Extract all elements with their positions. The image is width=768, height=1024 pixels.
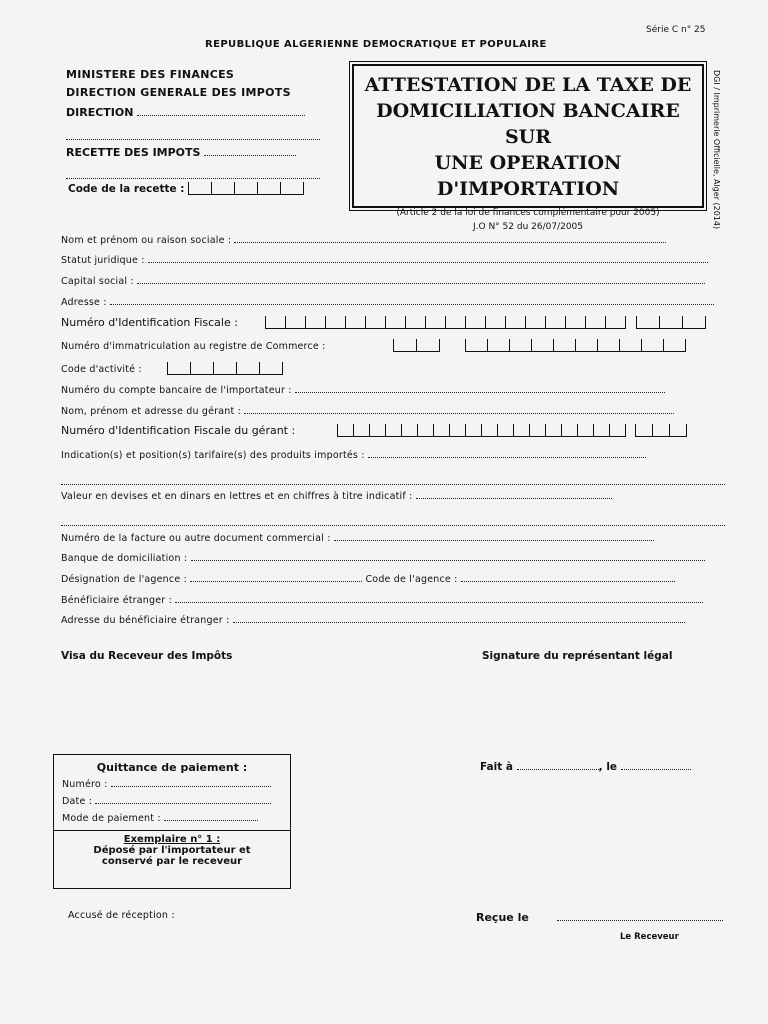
field-nif (61, 316, 706, 329)
title-line-2: DOMICILIATION BANCAIRE SUR (376, 100, 680, 148)
depose-line-1: Déposé par l'importateur et (93, 845, 251, 856)
quittance-title: Quittance de paiement : (96, 761, 248, 774)
quittance-numero-label: Numéro : (62, 779, 108, 790)
field-agence-label: Désignation de l'agence : (61, 574, 187, 585)
field-agence (61, 573, 675, 585)
recu-row (476, 911, 723, 924)
field-valeur (61, 490, 612, 502)
direction-field[interactable] (137, 107, 305, 116)
fait-input[interactable] (517, 761, 599, 770)
le-receveur: Le Receveur (620, 932, 679, 942)
rc-boxes[interactable] (465, 339, 686, 352)
title-box (352, 64, 704, 232)
field-code-agence-input[interactable] (461, 573, 675, 582)
field-valeur-label: Valeur en devises et en dinars en lettres et en chiffres à titre indicatif : (61, 491, 413, 502)
code-recette-label: Code de la recette : (68, 183, 185, 195)
side-imprint: DGI / Imprimerie Officielle, Alger (2014) (712, 70, 721, 230)
rc-boxes-prefix[interactable] (393, 339, 440, 352)
field-beneficiaire-input[interactable] (175, 594, 703, 603)
field-adr-benef (61, 614, 685, 626)
nif-gerant-boxes-suffix[interactable] (635, 424, 687, 437)
field-compte (61, 384, 665, 396)
activite-boxes[interactable] (167, 362, 283, 375)
recu-label: Reçue le (476, 911, 529, 924)
quittance-date-input[interactable] (95, 795, 271, 804)
field-activite (61, 362, 283, 375)
tarif-line2 (61, 470, 725, 489)
field-facture-input[interactable] (334, 532, 654, 541)
quittance-box (53, 754, 291, 889)
direction-line2 (66, 125, 320, 144)
title-line-3: UNE OPERATION D'IMPORTATION (434, 152, 622, 200)
field-capital-input[interactable] (137, 275, 705, 284)
nif-boxes[interactable] (265, 316, 626, 329)
field-adresse (61, 296, 714, 308)
title-article: (Article 2 de la loi de finances complémentaire pour 2005) (396, 208, 660, 218)
code-recette-row (68, 182, 304, 195)
quittance-numero (62, 778, 290, 790)
field-banque-input[interactable] (191, 552, 705, 561)
accuse-reception: Accusé de réception : (68, 910, 175, 921)
field-nif-gerant-label: Numéro d'Identification Fiscale du gérant : (61, 424, 296, 437)
quittance-mode-label: Mode de paiement : (62, 813, 161, 824)
nif-boxes-suffix[interactable] (636, 316, 706, 329)
quittance-mode-input[interactable] (164, 812, 258, 821)
fait-row (480, 761, 691, 773)
field-tarif-label: Indication(s) et position(s) tarifaire(s) des produits importés : (61, 450, 365, 461)
field-rc-label: Numéro d'immatriculation au registre de Commerce : (61, 341, 326, 352)
field-statut (61, 254, 708, 266)
field-valeur-input-2[interactable] (61, 517, 725, 526)
field-facture-label: Numéro de la facture ou autre document commercial : (61, 533, 331, 544)
recette-row (66, 146, 296, 159)
field-tarif (61, 449, 646, 461)
recette-line2 (66, 164, 320, 183)
depose-line-2: conservé par le receveur (101, 856, 243, 867)
field-banque-label: Banque de domiciliation : (61, 553, 188, 564)
field-agence-input[interactable] (190, 573, 362, 582)
field-code-agence-label: Code de l'agence : (365, 574, 458, 585)
field-statut-label: Statut juridique : (61, 255, 145, 266)
title-jo: J.O N° 52 du 26/07/2005 (472, 222, 584, 232)
quittance-date-label: Date : (62, 796, 93, 807)
field-beneficiaire (61, 594, 703, 606)
field-nom-input[interactable] (234, 234, 666, 243)
field-capital-label: Capital social : (61, 276, 134, 287)
field-compte-label: Numéro du compte bancaire de l'importateur : (61, 385, 292, 396)
field-gerant-input[interactable] (244, 405, 674, 414)
quittance-date (62, 795, 290, 807)
field-tarif-input[interactable] (368, 449, 646, 458)
visa-receveur: Visa du Receveur des Impôts (61, 650, 233, 662)
title-line-1: ATTESTATION DE LA TAXE DE (364, 74, 692, 96)
code-recette-boxes[interactable] (188, 182, 304, 195)
field-adresse-label: Adresse : (61, 297, 107, 308)
recette-field[interactable] (204, 147, 296, 156)
quittance-numero-input[interactable] (111, 778, 271, 787)
recette-label: RECETTE DES IMPOTS (66, 146, 201, 159)
direction-row (66, 106, 305, 119)
le-label: , le (598, 761, 618, 773)
republic-header: REPUBLIQUE ALGERIENNE DEMOCRATIQUE ET POPULAIRE (205, 39, 547, 50)
field-gerant (61, 405, 674, 417)
nif-gerant-boxes[interactable] (337, 424, 626, 437)
ministry: MINISTERE DES FINANCES (66, 68, 235, 81)
field-nif-gerant (61, 424, 687, 437)
field-rc (61, 339, 686, 352)
exemplaire-label: Exemplaire n° 1 : (123, 834, 221, 845)
field-nom-label: Nom et prénom ou raison sociale : (61, 235, 232, 246)
field-nom (61, 234, 666, 246)
serie-number: Série C n° 25 (646, 25, 706, 35)
field-nif-label: Numéro d'Identification Fiscale : (61, 316, 238, 329)
field-valeur-input[interactable] (416, 490, 612, 499)
field-tarif-input-2[interactable] (61, 476, 725, 485)
field-beneficiaire-label: Bénéficiaire étranger : (61, 595, 173, 606)
valeur-line2 (61, 511, 725, 530)
field-adr-benef-input[interactable] (233, 614, 685, 623)
recette-field-2[interactable] (66, 170, 320, 179)
field-compte-input[interactable] (295, 384, 665, 393)
direction-label: DIRECTION (66, 106, 134, 119)
field-statut-input[interactable] (148, 254, 708, 263)
direction-generale: DIRECTION GENERALE DES IMPOTS (66, 86, 291, 99)
field-activite-label: Code d'activité : (61, 364, 142, 375)
field-facture (61, 532, 654, 544)
exemplaire-section (54, 830, 290, 867)
quittance-mode (62, 812, 290, 824)
field-gerant-label: Nom, prénom et adresse du gérant : (61, 406, 242, 417)
field-adresse-input[interactable] (110, 296, 714, 305)
direction-field-2[interactable] (66, 131, 320, 140)
signature-representant: Signature du représentant légal (482, 650, 673, 662)
le-input[interactable] (621, 761, 691, 770)
recu-input[interactable] (557, 912, 723, 921)
fait-label: Fait à (480, 761, 514, 773)
field-capital (61, 275, 705, 287)
field-adr-benef-label: Adresse du bénéficiaire étranger : (61, 615, 230, 626)
field-banque (61, 552, 705, 564)
